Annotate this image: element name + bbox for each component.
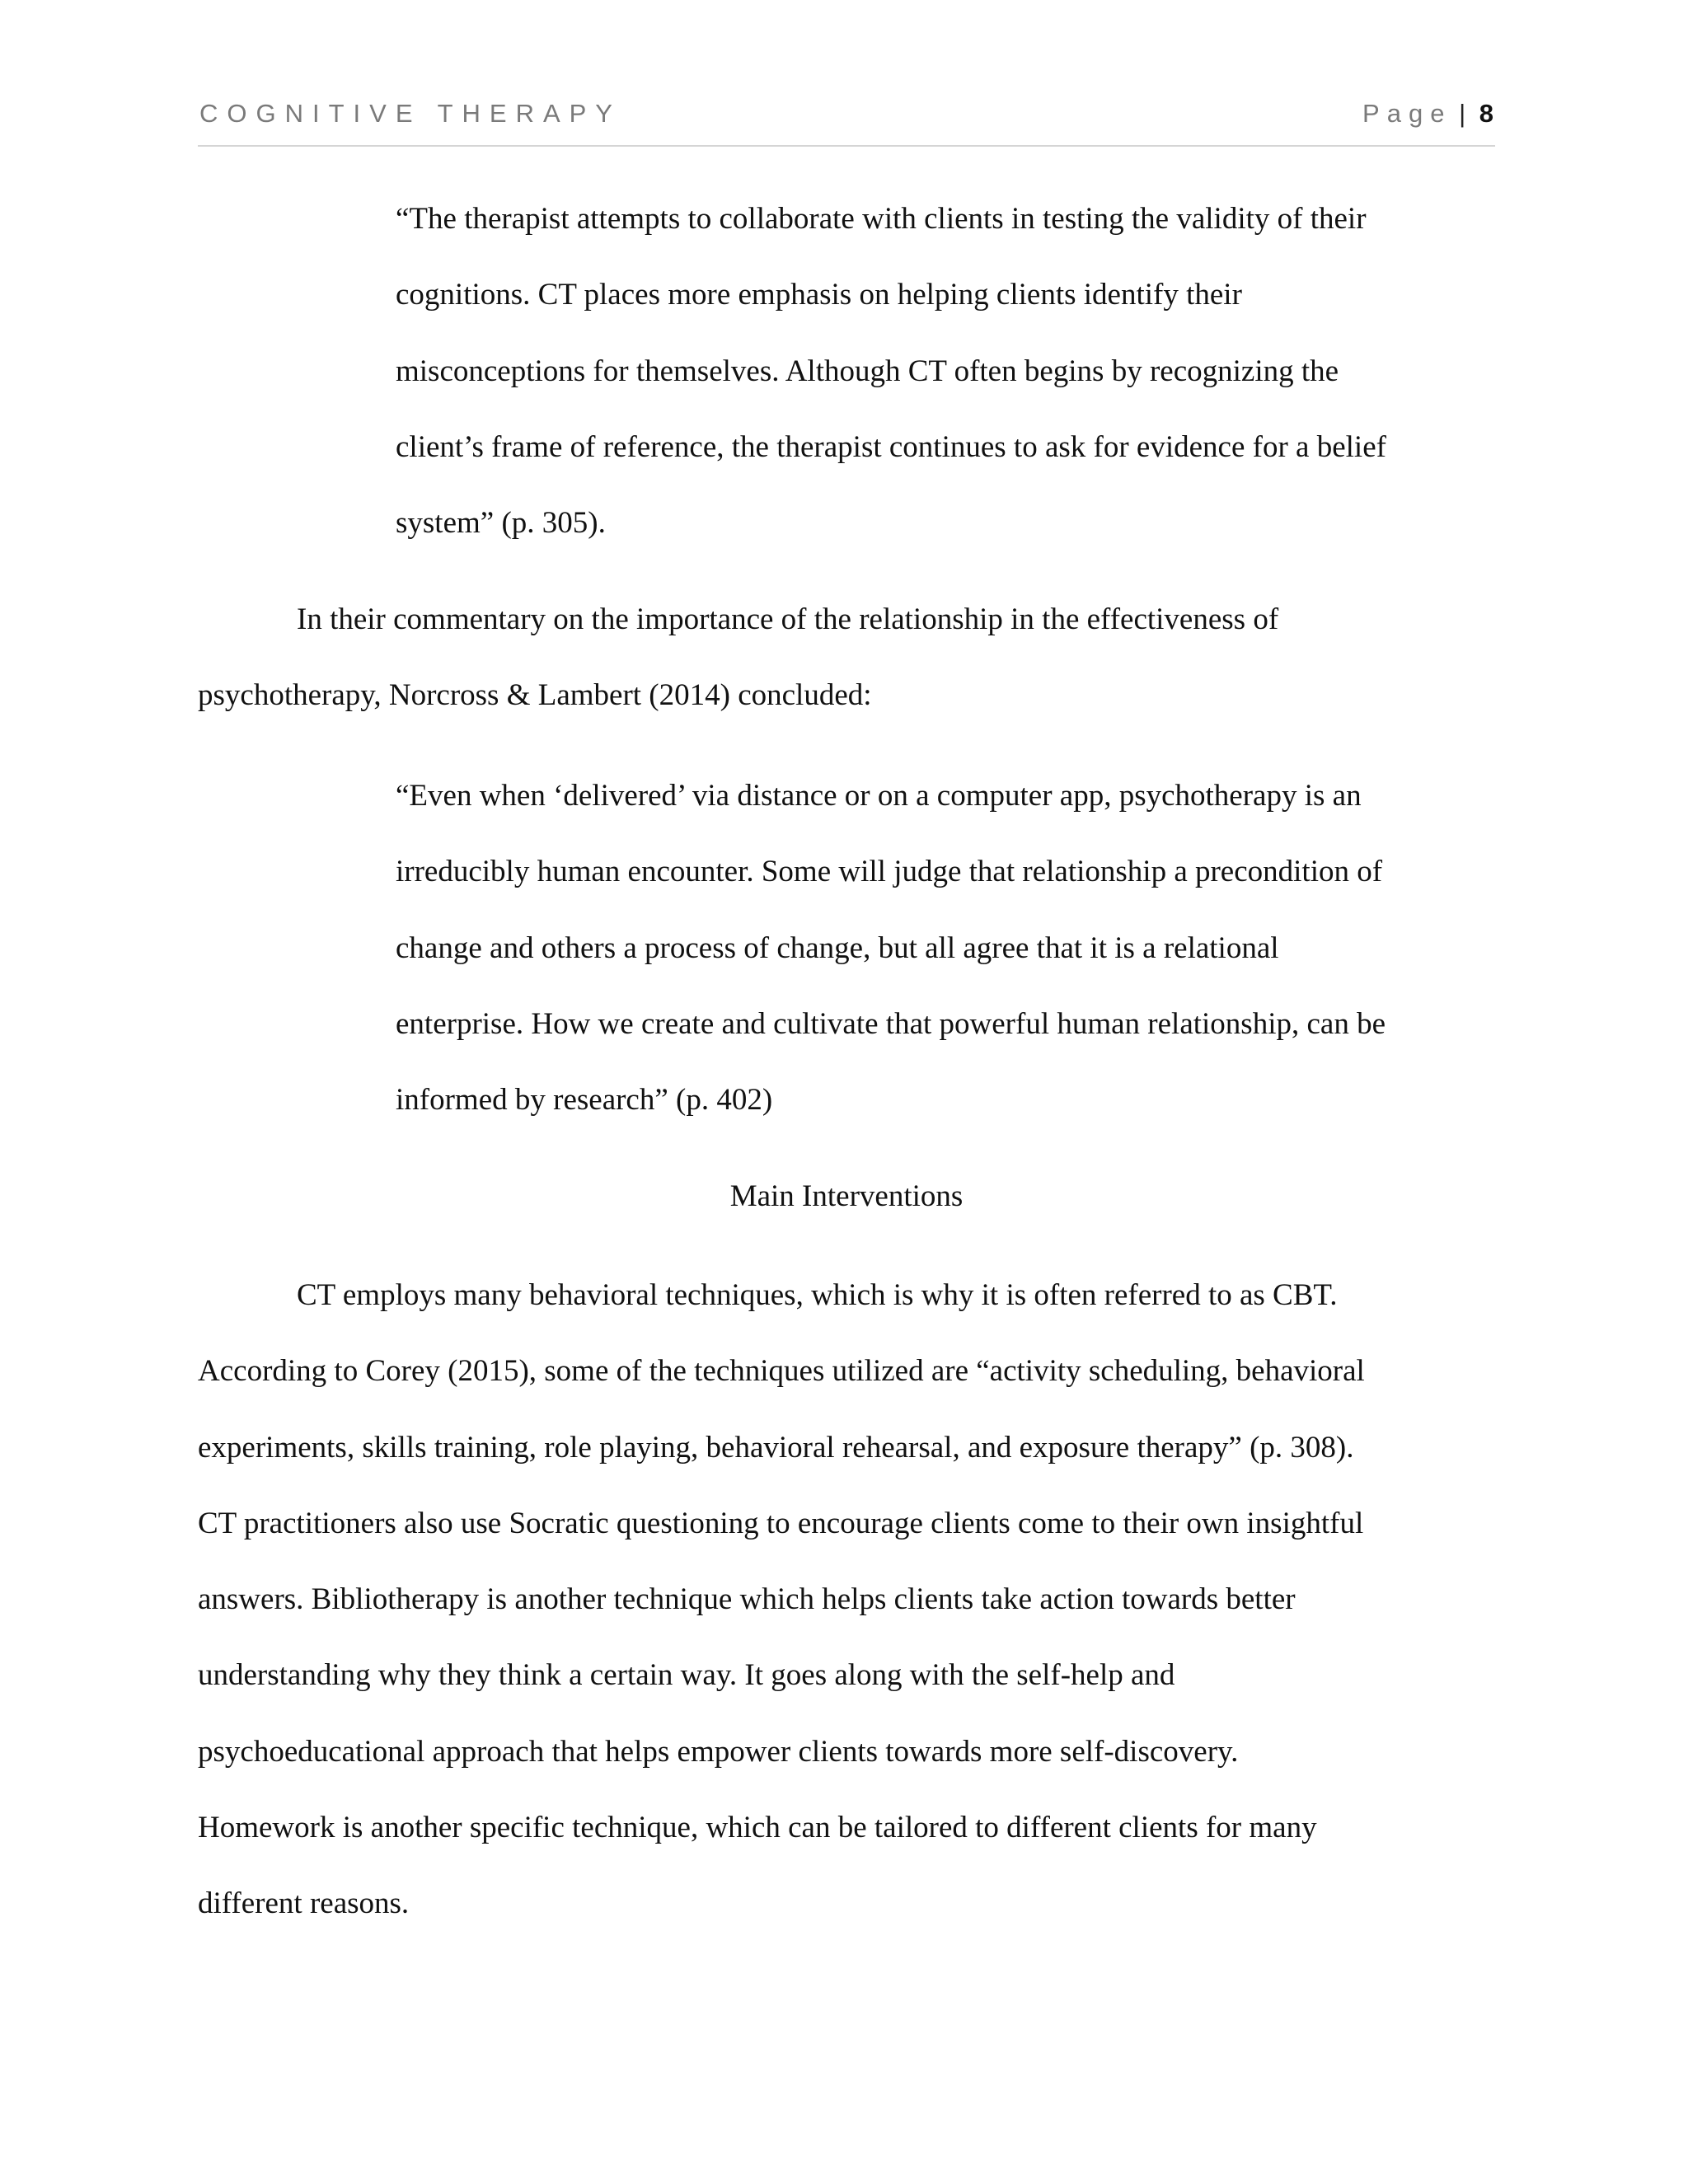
section-heading: Main Interventions <box>729 1179 964 1213</box>
paragraph-line: psychoeducational approach that helps empower clients towards more self-discovery. <box>198 1734 1239 1769</box>
page-number: 8 <box>1479 99 1493 128</box>
quote-line: cognitions. CT places more emphasis on helping clients identify their <box>396 278 1242 312</box>
quote-line: enterprise. How we create and cultivate that powerful human relationship, can be <box>396 1006 1386 1041</box>
paragraph-line: experiments, skills training, role playing, behavioral rehearsal, and exposure therapy” (p. 308). <box>198 1430 1354 1465</box>
page-word: Page <box>1362 99 1452 128</box>
quote-line: irreducibly human encounter. Some will judge that relationship a precondition of <box>396 855 1383 889</box>
paragraph-main-interventions <box>198 1258 1492 1943</box>
block-quote-norcross-lambert <box>396 758 1492 1138</box>
block-quote-beck <box>396 181 1492 561</box>
paragraph-line: different reasons. <box>198 1886 410 1921</box>
quote-line: client’s frame of reference, the therapist continues to ask for evidence for a belief <box>396 429 1386 464</box>
running-header <box>198 96 1495 147</box>
quote-line: misconceptions for themselves. Although CT often begins by recognizing the <box>396 354 1339 388</box>
paragraph-line: CT practitioners also use Socratic questioning to encourage clients come to their own insightful <box>198 1506 1364 1540</box>
paragraph-relationship-intro <box>198 582 1492 734</box>
quote-line: “Even when ‘delivered’ via distance or on a computer app, psychotherapy is an <box>396 779 1362 813</box>
paragraph-line: psychotherapy, Norcross & Lambert (2014) concluded: <box>198 678 872 713</box>
page-label <box>1362 99 1493 129</box>
paragraph-line: CT employs many behavioral techniques, which is why it is often referred to as CBT. <box>297 1278 1338 1312</box>
quote-line: “The therapist attempts to collaborate with clients in testing the validity of their <box>396 202 1367 236</box>
quote-line: change and others a process of change, but all agree that it is a relational <box>396 930 1279 965</box>
page-separator: | <box>1459 99 1466 128</box>
running-title: COGNITIVE THERAPY <box>199 99 621 128</box>
paragraph-line: In their commentary on the importance of the relationship in the effectiveness of <box>297 602 1279 636</box>
quote-line: system” (p. 305). <box>396 506 606 541</box>
quote-line: informed by research” (p. 402) <box>396 1083 773 1118</box>
paragraph-line: answers. Bibliotherapy is another technique which helps clients take action towards better <box>198 1582 1296 1617</box>
paragraph-line: According to Corey (2015), some of the techniques utilized are “activity scheduling, behavioral <box>198 1354 1365 1389</box>
paragraph-line: Homework is another specific technique, which can be tailored to different clients for many <box>198 1811 1317 1845</box>
paragraph-line: understanding why they think a certain way. It goes along with the self-help and <box>198 1658 1175 1693</box>
